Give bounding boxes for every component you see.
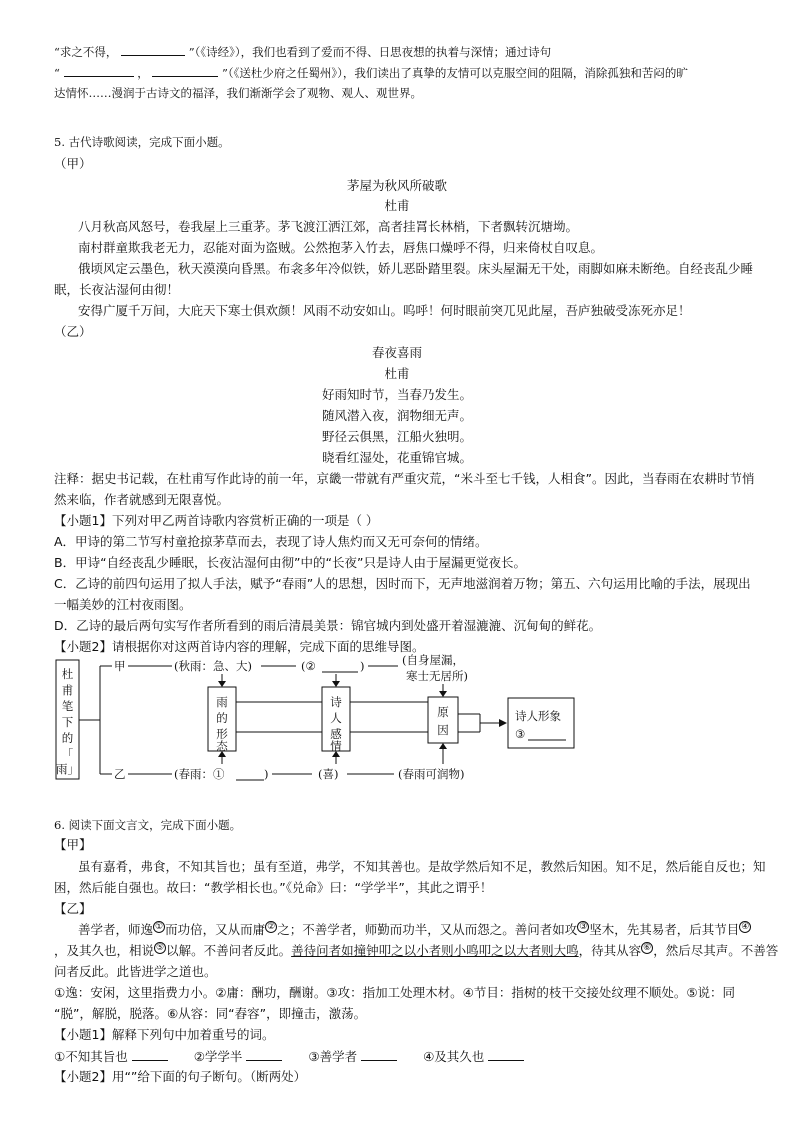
svg-text:): ) — [360, 659, 365, 673]
note-marker: ③ — [579, 921, 588, 932]
annotation-line: 然来临，作者就感到无限喜悦。 — [54, 492, 230, 507]
emotion-blank-2[interactable]: (② — [301, 659, 316, 673]
autumn-rain-node: (秋雨：急、大) — [174, 659, 252, 673]
root-char: 雨」 — [56, 762, 79, 776]
answer-blank[interactable] — [64, 63, 134, 77]
subquestion-2: 【小题2】用“”给下面的句子断句。（断两处） — [54, 1069, 307, 1084]
poem-2-author: 杜甫 — [384, 366, 410, 381]
poet-emotion-box-label: 诗 — [330, 695, 342, 709]
poem-1-line: 眠，长夜沾湿何由彻！ — [54, 282, 180, 297]
root-char: 下 — [61, 715, 74, 729]
section-label-yi: （乙） — [54, 324, 92, 339]
joy-node: (喜) — [318, 767, 339, 781]
gloss-line: ①逸：安闲，这里指费力小。②庸：酬功，酬谢。③攻：指加工处理木材。④节目：指树的枝干交接处纹理不顺处。⑤说：同 — [54, 985, 736, 1000]
cause-node-jia-line2: 寒士无居所) — [406, 669, 468, 683]
mind-map-root-label — [56, 667, 79, 776]
annotation-line: 注释：据史书记载，在杜甫写作此诗的前一年，京畿一带就有严重灾荒，“米斗至七千钱，人相食”。因此，当春雨在农耕时节悄 — [54, 471, 755, 486]
answer-blank[interactable] — [488, 1047, 524, 1061]
intro-line-2: “ ， ”（《送杜少府之任蜀州》），我们读出了真挚的友情可以克服空间的阻隔，消除孤独和苦闷的旷 — [54, 63, 744, 82]
root-char: 笔 — [61, 699, 74, 713]
classical-text-line: 问者反此。此皆进学之道也。 — [54, 964, 217, 979]
classical-text-line: 困，然后能自强也。故曰：“教学相长也。”《兑命》曰：“学学半”，其此之谓乎！ — [54, 880, 493, 895]
poem-2-line: 晓看红湿处，花重锦官城。 — [321, 450, 472, 465]
poem-2-title: 春夜喜雨 — [371, 345, 422, 360]
answer-blank[interactable] — [121, 42, 185, 56]
note-marker: ④ — [741, 921, 750, 932]
root-char: 的 — [61, 731, 74, 745]
cause-node-yi: (春雨可润物) — [398, 767, 465, 781]
classical-text-line: 虽有嘉肴，弗食，不知其旨也；虽有至道，弗学，不知其善也。是故学然后知不足，教然后知困。知不足，然后能自反也；知 — [78, 859, 766, 874]
poet-image-title: 诗人形象 — [515, 709, 561, 723]
poem-1-line: 南村群童欺我老无力，忍能对面为盗贼。公然抱茅入竹去，唇焦口燥呼不得，归来倚杖自叹息。 — [78, 240, 604, 255]
option-a[interactable]: A．甲诗的第二节写村童抢掠茅草而去，表现了诗人焦灼而又无可奈何的情绪。 — [54, 534, 488, 549]
poet-image-blank-3[interactable]: ③ — [515, 727, 526, 741]
section-label-yi: 【乙】 — [54, 901, 92, 916]
intro-line-3: 达情怀……漫润于古诗文的福泽，我们渐渐学会了观物、观人、观世界。 — [54, 86, 422, 100]
poet-emotion-box-label: 情 — [330, 739, 342, 753]
note-marker: ⑥ — [643, 942, 652, 953]
cause-box-label: 原 — [437, 705, 449, 719]
cause-box-label: 因 — [437, 723, 449, 737]
underlined-sentence: 善待问者如撞钟叩之以小者则小鸣叩之以大者则大鸣 — [291, 943, 579, 958]
root-char: 甫 — [61, 683, 74, 697]
branch-yi-label: 乙 — [114, 767, 126, 781]
intro-line-1: “求之不得， ”（《诗经》），我们也看到了爱而不得、日思夜想的执着与深情；通过诗句 — [54, 42, 744, 61]
note-marker: ② — [267, 921, 276, 932]
word-explain-row: ①不知其旨也 ②学学半 ③善学者 ④及其久也 — [54, 1047, 744, 1066]
subquestion-2: 【小题2】请根据你对这两首诗内容的理解，完成下面的思维导图。 — [54, 639, 425, 654]
root-char: 杜 — [61, 667, 74, 681]
answer-blank[interactable] — [132, 1047, 168, 1061]
poem-1-author: 杜甫 — [384, 198, 410, 213]
question-5-heading: 5. 古代诗歌阅读，完成下面小题。 — [54, 135, 230, 149]
question-6-heading: 6. 阅读下面文言文，完成下面小题。 — [54, 818, 242, 832]
poet-emotion-box-label: 感 — [330, 727, 342, 741]
poem-1-line: 俄顷风定云墨色，秋天漠漠向昏黑。布衾多年冷似铁，娇儿恶卧踏里裂。床头屋漏无干处，雨脚如麻未断绝。自经丧乱少睡 — [78, 261, 754, 276]
rain-form-box-label: 的 — [216, 711, 228, 725]
poem-2-line: 好雨知时节，当春乃发生。 — [321, 387, 472, 402]
option-c[interactable]: C．乙诗的前四句运用了拟人手法，赋予“春雨”人的思想，因时而下，无声地滋润着万物；第五、六句运用比喻的手法，展现出 — [54, 576, 751, 591]
option-c-continued: 一幅美妙的江村夜雨图。 — [54, 597, 192, 612]
rain-form-box-label: 形 — [216, 727, 228, 741]
rain-form-box-label: 态 — [216, 739, 228, 753]
poem-1-line: 安得广厦千万间，大庇天下寒士俱欢颜！风雨不动安如山。呜呼！何时眼前突兀见此屋，吾庐独破受冻死亦足！ — [78, 303, 691, 318]
answer-blank[interactable] — [246, 1047, 282, 1061]
section-label-jia: （甲） — [54, 156, 92, 171]
gloss-line: “脱”，解脱，脱落。⑥从容：同“舂容”，即撞击，激荡。 — [54, 1006, 367, 1021]
svg-text:): ) — [264, 767, 269, 781]
option-d[interactable]: D．乙诗的最后两句实写作者所看到的雨后清晨美景：锦官城内到处盛开着湿漉漉、沉甸甸的鲜花。 — [54, 618, 602, 633]
note-marker: ⑤ — [156, 942, 165, 953]
root-char: 「 — [61, 747, 74, 761]
option-b[interactable]: B．甲诗“自经丧乱少睡眠，长夜沾湿何由彻”中的“长夜”只是诗人由于屋漏更觉夜长。 — [54, 555, 526, 570]
rain-form-box-label: 雨 — [216, 695, 228, 709]
poem-1-line: 八月秋高风怒号，卷我屋上三重茅。茅飞渡江洒江郊，高者挂罥长林梢，下者飘转沉塘坳。 — [78, 219, 579, 234]
note-marker: ① — [155, 921, 164, 932]
answer-blank[interactable] — [361, 1047, 397, 1061]
cause-node-jia-line1: (自身屋漏， — [402, 654, 464, 667]
classical-text-line: ，及其久也，相说 ⑤ 以解。不善问者反此。善待问者如撞钟叩之以小者则小鸣叩之以大者则大鸣，待其从容 ⑥ ，然后尽其声。不善答 — [54, 942, 779, 958]
spring-rain-node: (春雨：① — [174, 767, 225, 781]
answer-blank[interactable] — [152, 63, 218, 77]
section-label-jia: 【甲】 — [54, 837, 92, 852]
mind-map-diagram — [0, 654, 794, 786]
poet-emotion-box-label: 人 — [330, 711, 342, 725]
branch-jia-label: 甲 — [114, 659, 126, 673]
subquestion-1: 【小题1】解释下列句中加着重号的词。 — [54, 1027, 275, 1042]
subquestion-1: 【小题1】下列对甲乙两首诗歌内容赏析正确的一项是（ ） — [54, 513, 379, 528]
poem-1-title: 茅屋为秋风所破歌 — [346, 178, 447, 193]
poem-2-line: 野径云俱黑，江船火独明。 — [321, 429, 472, 444]
classical-text-line: 善学者，师逸 ① 而功倍，又从而庸 ② 之；不善学者，师勤而功半，又从而怨之。善问者如攻 ③ 坚木，先其易者，后其节目 ④ — [78, 921, 750, 937]
poem-2-line: 随风潜入夜，润物细无声。 — [321, 408, 472, 423]
